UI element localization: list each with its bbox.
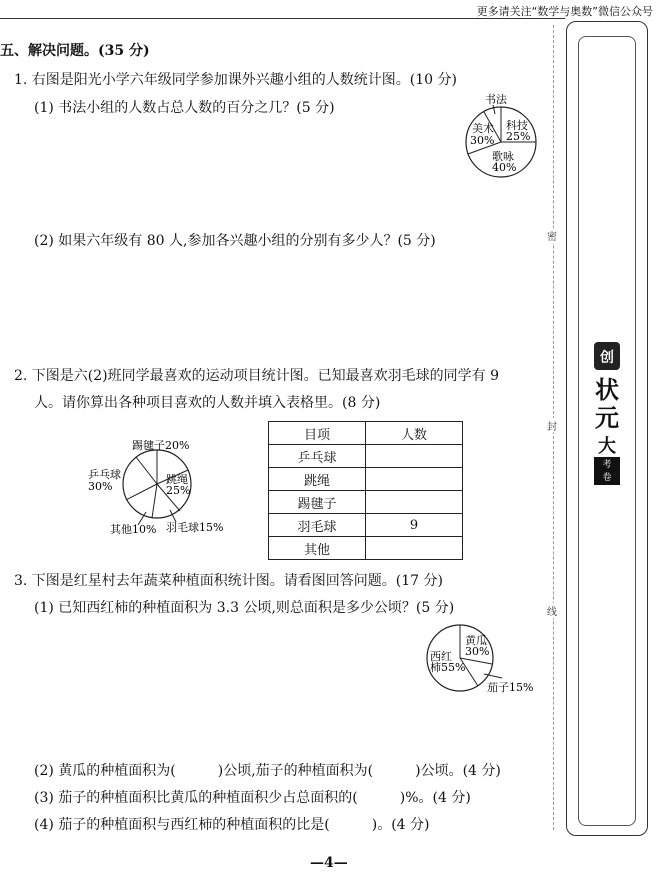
pie2-label-badminton: 羽毛球15%	[166, 521, 224, 534]
table-cell-count: 9	[366, 514, 463, 537]
q1-sub1: (1) 书法小组的人数占总人数的百分之几？(5 分)	[34, 100, 335, 116]
q3-sub2: (2) 黄瓜的种植面积为( )公顷,茄子的种植面积为( )公顷。(4 分)	[34, 763, 501, 779]
pie3-label-eggplant: 茄子15%	[487, 681, 534, 694]
q1-sub2: (2) 如果六年级有 80 人,参加各兴趣小组的分别有多少人？(5 分)	[34, 233, 436, 249]
q1-stem: 1. 右图是阳光小学六年级同学参加课外兴趣小组的人数统计图。(10 分)	[14, 72, 457, 88]
pie-chart-favorite-sports	[80, 432, 240, 542]
pie2-slice-boundary-6	[136, 457, 157, 484]
table-cell-item: 乒乓球	[269, 445, 366, 468]
svg-text:考: 考	[602, 460, 612, 470]
q3-sub3: (3) 茄子的种植面积比黄瓜的种植面积少占总面积的( )%。(4 分)	[34, 790, 471, 806]
table-cell-item: 羽毛球	[269, 514, 366, 537]
q3-sub1: (1) 已知西红柿的种植面积为 3.3 公顷,则总面积是多少公顷？(5 分)	[34, 600, 455, 616]
svg-text:创: 创	[600, 350, 614, 366]
table-header-cell: 目项	[269, 422, 366, 445]
q2-stem-line2: 人。请你算出各种项目喜欢的人数并填入表格里。(8 分)	[34, 395, 381, 411]
table-row	[269, 491, 463, 514]
pie1-value-singing: 40%	[492, 161, 517, 174]
seal-char-mi: 密	[547, 228, 557, 243]
pie1-value-art: 30%	[470, 134, 495, 147]
table-header-row	[269, 422, 463, 445]
table-row	[269, 514, 463, 537]
pie1-label-singing: 歌咏	[492, 150, 514, 163]
pie2-value-pingpong: 30%	[88, 480, 113, 493]
pie1-label-art: 美术	[472, 122, 494, 135]
q2-stem-line1: 2. 下图是六(2)班同学最喜欢的运动项目统计图。已知最喜欢羽毛球的同学有 9	[14, 368, 499, 384]
pie2-label-rope: 跳绳	[166, 473, 188, 486]
pie2-label-shuttlecock: 踢毽子20%	[132, 439, 190, 452]
table-header-cell: 人数	[366, 422, 463, 445]
brand-logo	[584, 340, 630, 490]
sports-table	[268, 421, 463, 560]
table-cell-item: 踢毽子	[269, 491, 366, 514]
table-cell-item: 跳绳	[269, 468, 366, 491]
pie1-label-calligraphy: 书法	[485, 93, 507, 106]
page-number: —4—	[310, 855, 348, 871]
table-row	[269, 537, 463, 560]
svg-text:卷: 卷	[602, 473, 612, 483]
pie3-label-cucumber: 黄瓜	[465, 634, 487, 647]
svg-text:状: 状	[595, 375, 619, 404]
svg-text:大: 大	[598, 436, 616, 457]
pie1-label-science: 科技	[506, 119, 528, 132]
table-cell-count[interactable]	[366, 491, 463, 514]
pie3-value-cucumber: 30%	[465, 645, 490, 658]
table-cell-item: 其他	[269, 537, 366, 560]
header-notice: 更多请关注“数学与奥数”微信公众号	[476, 5, 653, 18]
pie2-value-rope: 25%	[166, 484, 191, 497]
pie2-slice-boundary-4	[152, 484, 157, 518]
svg-text:元: 元	[595, 403, 619, 432]
table-row	[269, 468, 463, 491]
pie-chart-vegetable-area	[418, 618, 542, 698]
table-cell-count[interactable]	[366, 468, 463, 491]
seal-char-feng: 封	[547, 418, 557, 433]
q3-stem: 3. 下图是红星村去年蔬菜种植面积统计图。请看图回答问题。(17 分)	[14, 573, 443, 589]
pie1-value-science: 25%	[506, 130, 531, 143]
pie2-slice-boundary-5	[126, 484, 157, 500]
table-cell-count[interactable]	[366, 445, 463, 468]
pie3-label-tomato-1: 西红	[430, 650, 452, 663]
seal-char-xian: 线	[547, 603, 557, 618]
pie-chart-interest-groups	[462, 92, 544, 182]
section-title: 五、解决问题。(35 分)	[0, 43, 150, 59]
pie2-label-other: 其他10%	[110, 523, 157, 536]
table-row	[269, 445, 463, 468]
pie3-label-tomato-2: 柿55%	[430, 661, 466, 674]
pie1-leader-calligraphy	[493, 105, 495, 114]
pie2-label-pingpong: 乒乓球	[88, 468, 121, 481]
q3-sub4: (4) 茄子的种植面积与西红柿的种植面积的比是( )。(4 分)	[34, 817, 430, 833]
table-cell-count[interactable]	[366, 537, 463, 560]
